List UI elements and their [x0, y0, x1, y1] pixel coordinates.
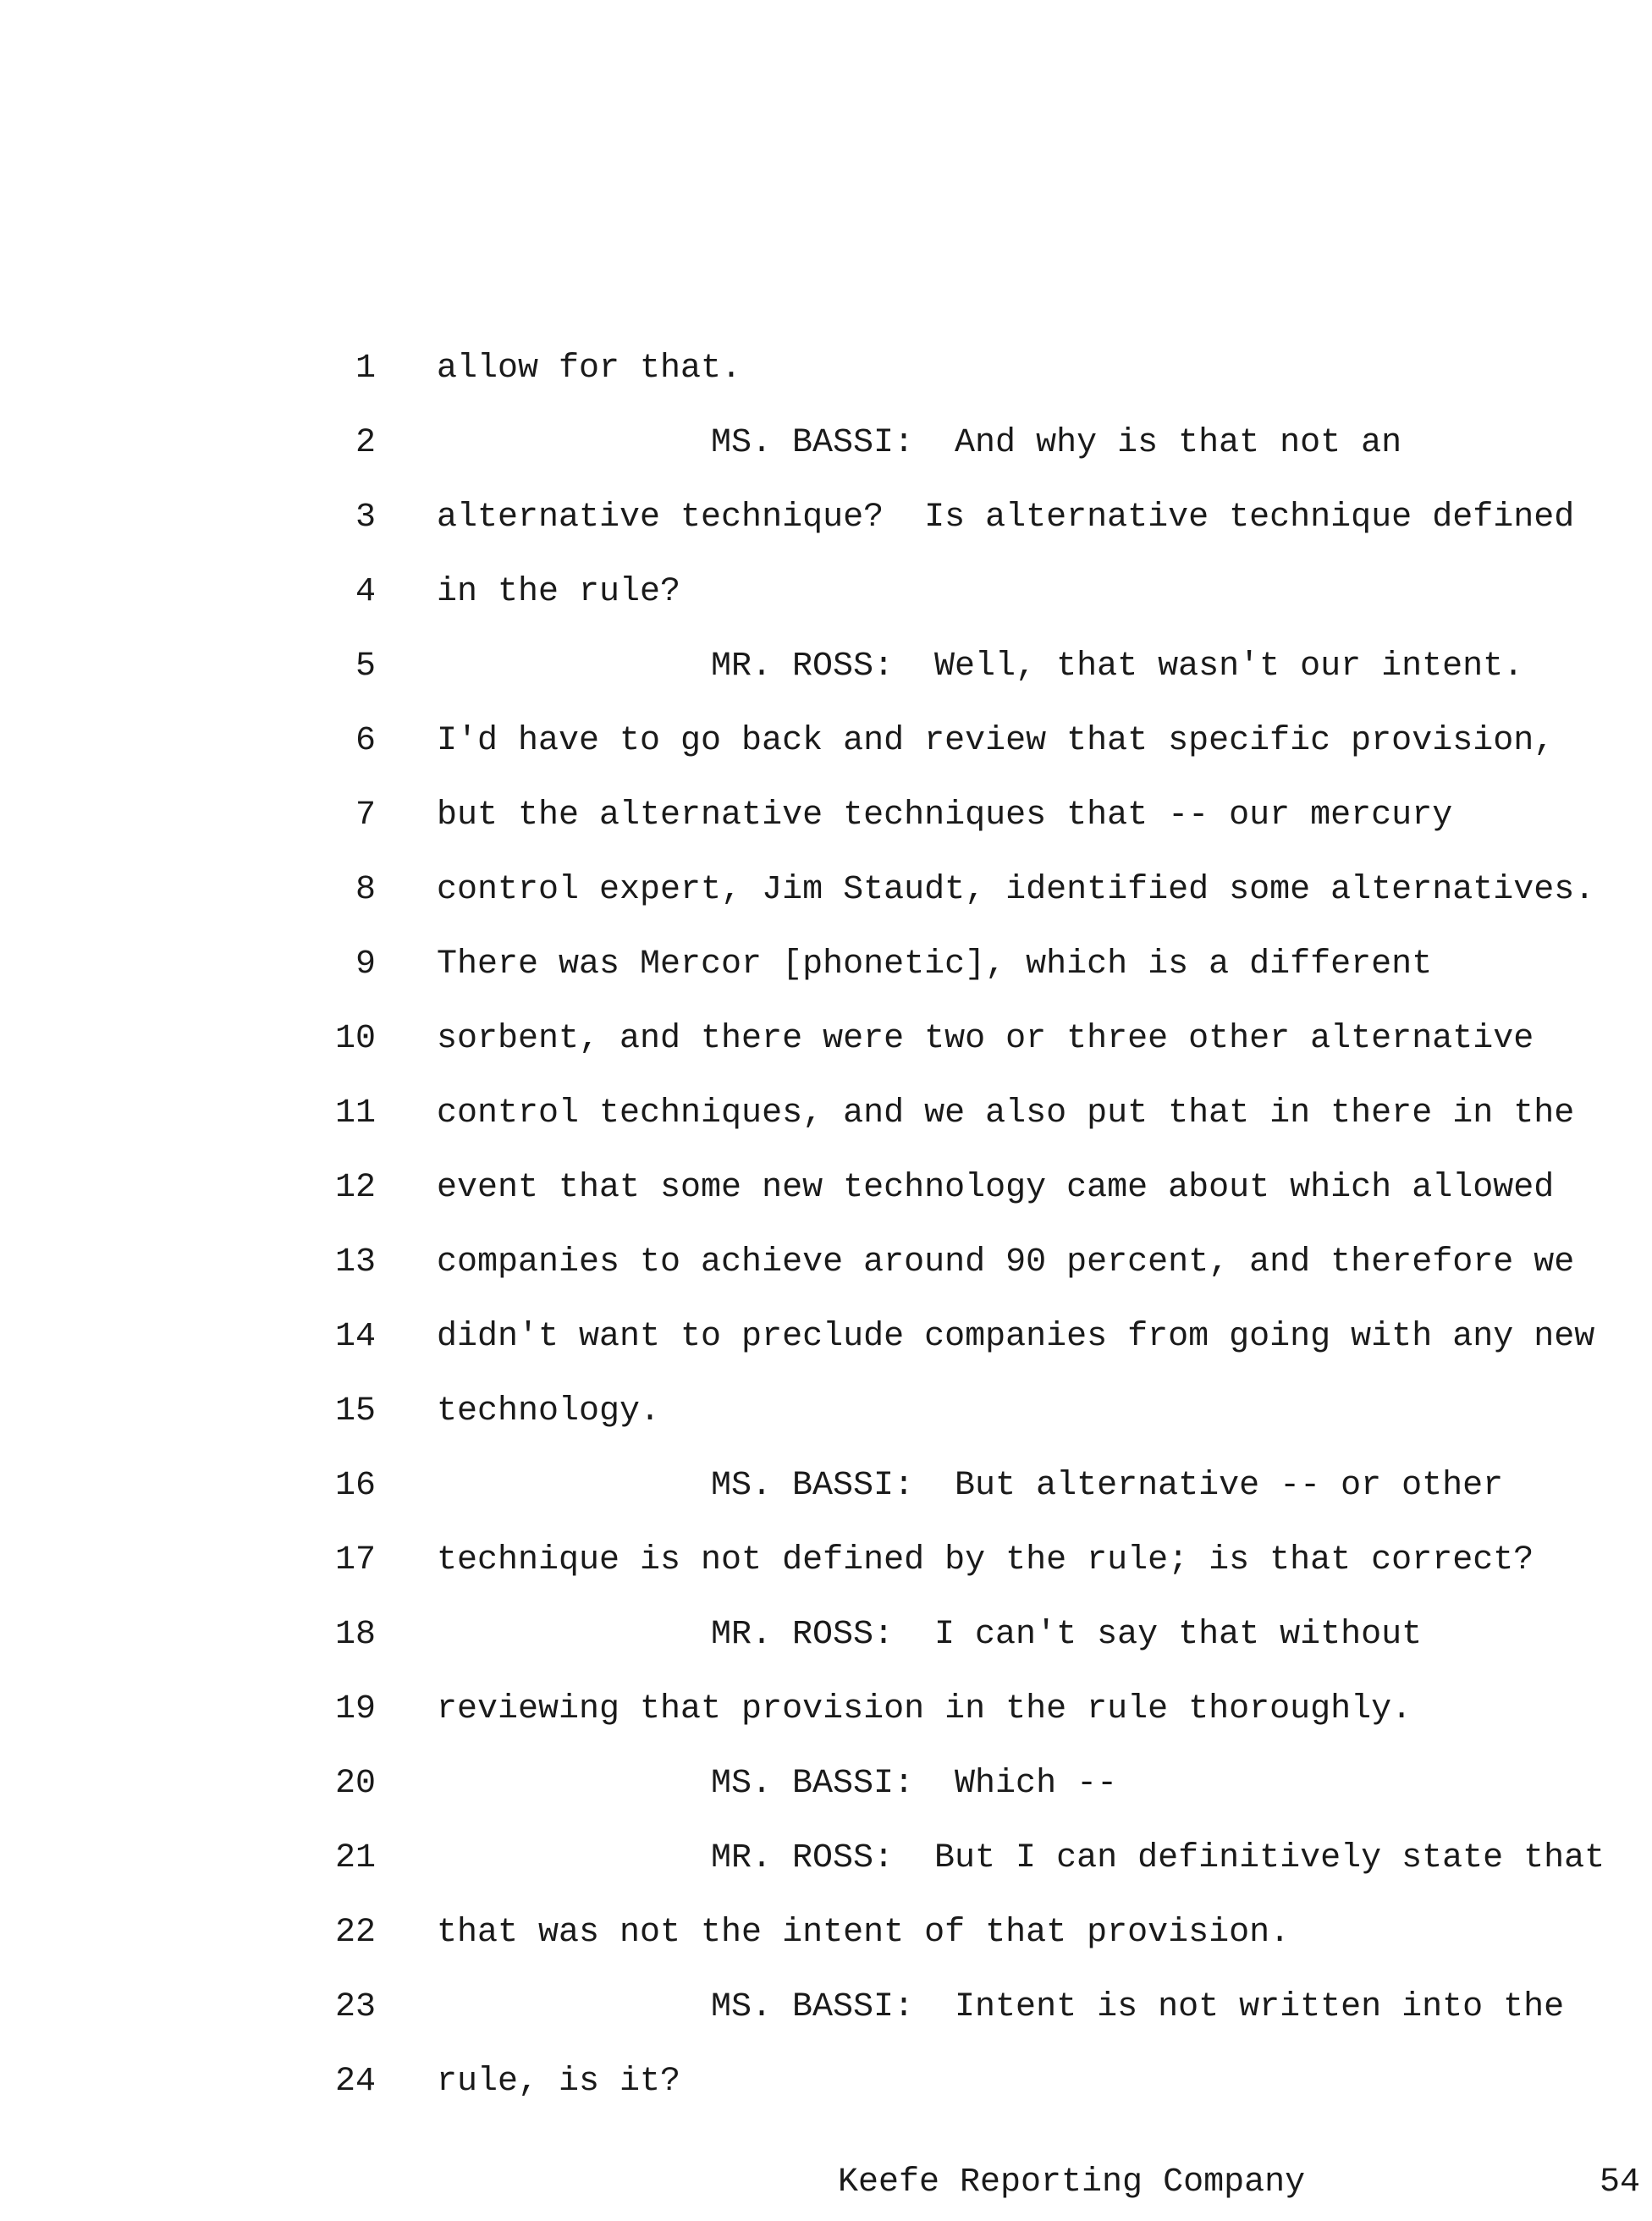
page-number: 54	[1600, 2163, 1641, 2202]
line-number: 4	[355, 573, 376, 611]
transcript-line	[0, 1524, 1652, 1598]
line-number: 7	[355, 796, 376, 835]
line-text: MR. ROSS: I can't say that without	[711, 1616, 1423, 1654]
line-number: 3	[355, 499, 376, 537]
line-number: 1	[355, 350, 376, 388]
transcript-line	[0, 928, 1652, 1002]
line-number: 15	[334, 1392, 376, 1430]
line-text: control expert, Jim Staudt, identified some alternatives.	[437, 871, 1595, 909]
line-number: 20	[334, 1765, 376, 1803]
transcript-line	[0, 406, 1652, 481]
line-text: MR. ROSS: But I can definitively state that	[711, 1839, 1605, 1877]
line-number: 2	[355, 424, 376, 462]
transcript-line	[0, 779, 1652, 853]
line-text: technique is not defined by the rule; is that correct?	[437, 1541, 1534, 1579]
transcript-line	[0, 1673, 1652, 1747]
transcript-line	[0, 2045, 1652, 2119]
line-number: 10	[334, 1020, 376, 1058]
transcript-line	[0, 1821, 1652, 1896]
line-text: technology.	[437, 1392, 661, 1430]
transcript-line	[0, 481, 1652, 555]
line-number: 16	[334, 1467, 376, 1505]
line-text: but the alternative techniques that -- our mercury	[437, 796, 1453, 835]
line-text: alternative technique? Is alternative technique defined	[437, 499, 1575, 537]
line-text: MS. BASSI: But alternative -- or other	[711, 1467, 1504, 1505]
line-text: MR. ROSS: Well, that wasn't our intent.	[711, 648, 1524, 686]
line-number: 21	[334, 1839, 376, 1877]
transcript-line	[0, 555, 1652, 630]
line-text: companies to achieve around 90 percent, and therefore we	[437, 1243, 1575, 1281]
line-text: in the rule?	[437, 573, 681, 611]
transcript-line	[0, 1375, 1652, 1449]
line-text: didn't want to preclude companies from going with any new	[437, 1318, 1595, 1356]
line-number: 11	[334, 1094, 376, 1133]
transcript-body	[0, 332, 1652, 2119]
transcript-line	[0, 1300, 1652, 1375]
transcript-line	[0, 853, 1652, 928]
line-text: MS. BASSI: Which --	[711, 1765, 1118, 1803]
line-number: 8	[355, 871, 376, 909]
line-number: 24	[334, 2063, 376, 2101]
line-text: There was Mercor [phonetic], which is a different	[437, 945, 1433, 984]
line-text: I'd have to go back and review that specific provision,	[437, 722, 1555, 760]
line-text: that was not the intent of that provision.	[437, 1914, 1291, 1952]
transcript-line	[0, 630, 1652, 704]
line-text: rule, is it?	[437, 2063, 681, 2101]
line-text: sorbent, and there were two or three other alternative	[437, 1020, 1534, 1058]
transcript-line	[0, 1896, 1652, 1970]
line-number: 22	[334, 1914, 376, 1952]
line-text: MS. BASSI: And why is that not an	[711, 424, 1402, 462]
line-number: 6	[355, 722, 376, 760]
transcript-line	[0, 1077, 1652, 1151]
line-number: 14	[334, 1318, 376, 1356]
transcript-line	[0, 1002, 1652, 1077]
transcript-line	[0, 332, 1652, 406]
line-text: allow for that.	[437, 350, 742, 388]
transcript-line	[0, 1598, 1652, 1673]
line-number: 12	[334, 1169, 376, 1207]
line-number: 17	[334, 1541, 376, 1579]
line-number: 13	[334, 1243, 376, 1281]
transcript-line	[0, 1747, 1652, 1821]
transcript-line	[0, 1970, 1652, 2045]
line-number: 9	[355, 945, 376, 984]
line-text: MS. BASSI: Intent is not written into the	[711, 1988, 1565, 2026]
transcript-line	[0, 1449, 1652, 1524]
footer-company: Keefe Reporting Company	[838, 2163, 1306, 2202]
line-number: 23	[334, 1988, 376, 2026]
line-number: 19	[334, 1690, 376, 1728]
line-text: control techniques, and we also put that in there in the	[437, 1094, 1575, 1133]
line-text: reviewing that provision in the rule thoroughly.	[437, 1690, 1412, 1728]
line-text: event that some new technology came about which allowed	[437, 1169, 1555, 1207]
transcript-line	[0, 1151, 1652, 1226]
transcript-line	[0, 704, 1652, 779]
transcript-line	[0, 1226, 1652, 1300]
line-number: 18	[334, 1616, 376, 1654]
line-number: 5	[355, 648, 376, 686]
